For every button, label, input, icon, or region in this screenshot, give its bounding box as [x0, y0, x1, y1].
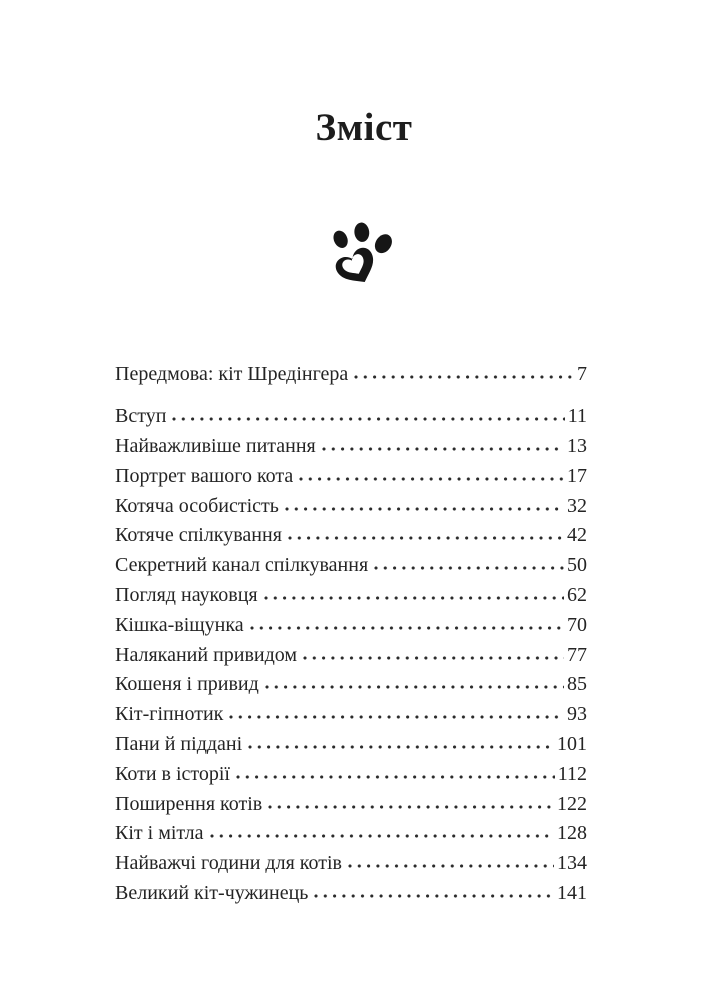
toc-entry-title: Котяча особистість: [115, 494, 279, 517]
toc-entry-page-number: 11: [567, 405, 587, 428]
dot-leader: [247, 744, 554, 750]
toc-entry-page-number: 141: [557, 882, 587, 905]
toc-entry-title: Кіт-гіпнотик: [115, 703, 224, 726]
toc-entry: [115, 584, 587, 614]
toc-entry-title: Вступ: [115, 405, 167, 428]
toc-entry-page-number: 93: [567, 703, 587, 726]
toc-entry-page-number: 70: [567, 613, 587, 636]
dot-leader: [171, 416, 564, 422]
toc-entry: [115, 524, 587, 554]
toc-entry-title: Поширення котів: [115, 792, 263, 815]
toc-entry-page-number: 112: [557, 762, 587, 785]
dot-leader: [321, 446, 564, 452]
toc-entry: [115, 644, 587, 674]
toc-entry-title: Портрет вашого кота: [115, 464, 294, 487]
dot-leader: [209, 833, 554, 839]
toc-entry-title: Кіт і мітла: [115, 822, 204, 845]
toc-entry-title: Найважчі години для котів: [115, 852, 342, 875]
dot-leader: [235, 774, 555, 780]
page-title: Зміст: [315, 106, 413, 149]
toc-entry-title: Кішка-віщунка: [115, 613, 244, 636]
dot-leader: [287, 535, 564, 541]
table-of-contents: [115, 363, 587, 912]
toc-entry-title: Пани й піддані: [115, 733, 243, 756]
dot-leader: [373, 565, 564, 571]
dot-leader: [267, 804, 554, 810]
toc-entry: [115, 495, 587, 525]
toc-entry-title: Секретний канал спілкування: [115, 554, 369, 577]
toc-entry: [115, 405, 587, 435]
toc-entry-title: Передмова: кіт Шредінгера: [115, 363, 349, 385]
toc-entry-page-number: 85: [567, 673, 587, 696]
toc-entry-page-number: 32: [567, 494, 587, 517]
toc-entry: [115, 614, 587, 644]
toc-entry-page-number: 7: [577, 363, 587, 385]
toc-entry: [115, 882, 587, 912]
toc-entry: [115, 703, 587, 733]
toc-entry: [115, 733, 587, 763]
toc-entry-page-number: 128: [557, 822, 587, 845]
toc-entry: [115, 822, 587, 852]
dot-leader: [313, 893, 554, 899]
toc-entry-title: Великий кіт-чужинець: [115, 882, 309, 905]
toc-entry-page-number: 13: [567, 435, 587, 458]
dot-leader: [249, 625, 564, 631]
toc-entry-title: Котяче спілкування: [115, 524, 282, 547]
toc-entry-page-number: 50: [567, 554, 587, 577]
toc-entry: [115, 793, 587, 823]
toc-entry: [115, 435, 587, 465]
toc-entry-page-number: 17: [567, 464, 587, 487]
toc-entry: [115, 673, 587, 703]
toc-entry-page-number: 42: [567, 524, 587, 547]
toc-entry: [115, 465, 587, 495]
toc-entry: [115, 554, 587, 584]
dot-leader: [264, 684, 564, 690]
toc-entry-page-number: 101: [557, 733, 587, 756]
toc-entry-page-number: 62: [567, 584, 587, 607]
dot-leader: [302, 655, 564, 661]
toc-entry-title: Найважливіше питання: [115, 435, 316, 458]
toc-entry-title: Коти в історії: [115, 762, 230, 785]
dot-leader: [284, 506, 564, 512]
toc-entry: [115, 363, 587, 393]
dot-leader: [347, 863, 554, 869]
dot-leader: [228, 714, 564, 720]
toc-entry: [115, 852, 587, 882]
toc-entry-page-number: 77: [567, 643, 587, 666]
toc-entry-title: Наляканий привидом: [115, 643, 298, 666]
toc-entry-title: Погляд науковця: [115, 584, 258, 607]
dot-leader: [353, 374, 574, 380]
toc-entry-title: Кошеня і привид: [115, 673, 259, 696]
dot-leader: [263, 595, 564, 601]
toc-entry: [115, 763, 587, 793]
paw-print-icon: [0, 219, 728, 297]
toc-entry-page-number: 122: [557, 792, 587, 815]
toc-entry-page-number: 134: [557, 852, 587, 875]
dot-leader: [298, 476, 564, 482]
